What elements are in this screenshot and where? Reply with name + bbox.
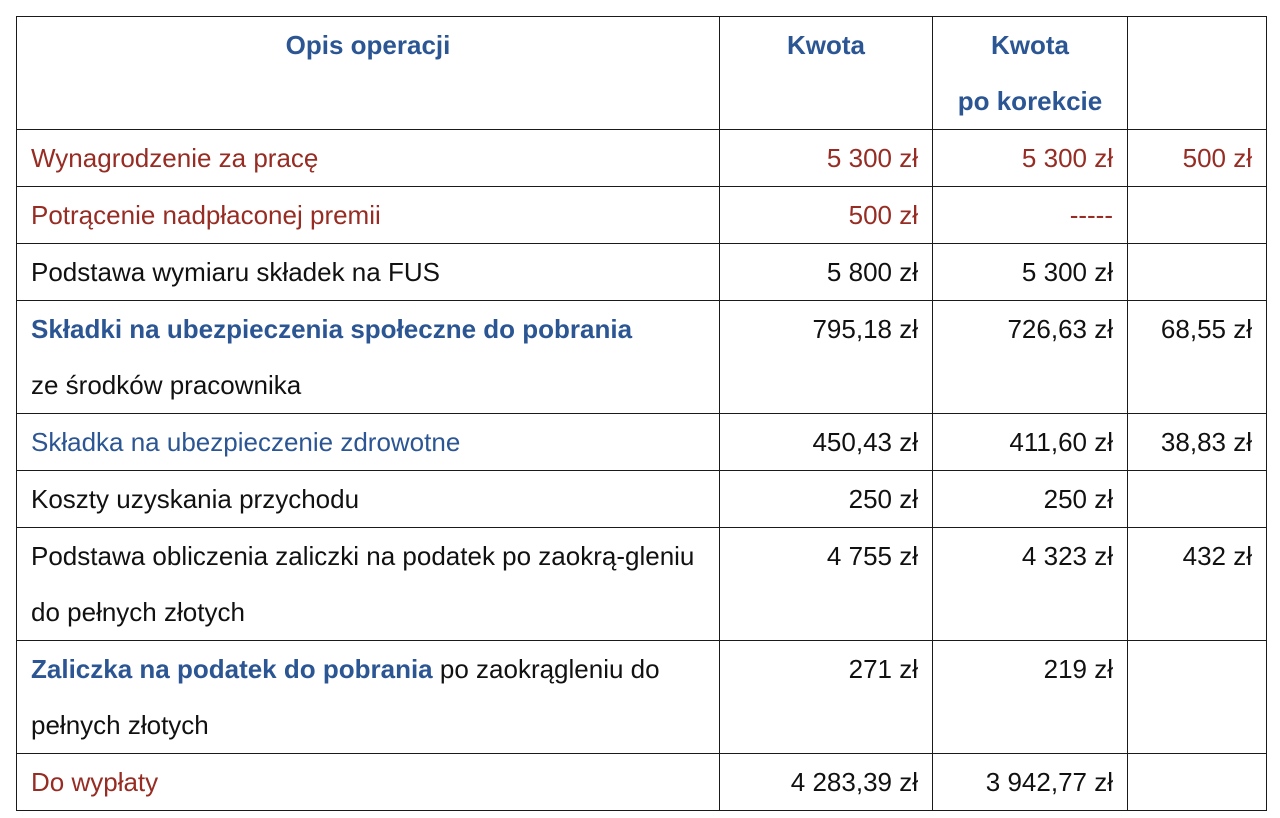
row-description-rest: po zaokrągleniu do pełnych złotych [31,654,660,740]
row-description: Podstawa wymiaru składek na FUS [17,244,720,301]
table-row [17,471,1267,528]
row-amount: 5 800 zł [720,244,933,301]
table-row [17,301,1267,414]
row-difference: 432 zł [1128,528,1267,641]
row-amount: 4 755 zł [720,528,933,641]
row-difference [1128,244,1267,301]
header-description: Opis operacji [17,17,720,130]
row-amount: 795,18 zł [720,301,933,414]
table-header-row [17,17,1267,130]
row-description-bold: Składki na ubezpieczenia społeczne do pobrania [31,314,633,344]
row-amount-corrected: 219 zł [933,641,1128,754]
header-amount: Kwota [720,17,933,130]
header-amount-corrected [933,17,1128,130]
row-description: Do wypłaty [17,754,720,811]
header-difference [1128,17,1267,130]
row-description: Składka na ubezpieczenie zdrowotne [17,414,720,471]
table-row [17,187,1267,244]
row-amount-corrected: 4 323 zł [933,528,1128,641]
table-row [17,130,1267,187]
table-row [17,244,1267,301]
row-amount-corrected: 411,60 zł [933,414,1128,471]
row-amount: 500 zł [720,187,933,244]
table-row [17,754,1267,811]
header-amount-corrected-line2: po korekcie [957,86,1103,116]
row-amount-corrected: 5 300 zł [933,244,1128,301]
table-row [17,528,1267,641]
row-amount: 450,43 zł [720,414,933,471]
row-difference [1128,471,1267,528]
row-difference [1128,187,1267,244]
row-description-bold: Zaliczka na podatek do pobrania [31,654,433,684]
table-row [17,641,1267,754]
row-description: Koszty uzyskania przychodu [17,471,720,528]
row-description-rest: ze środków pracownika [31,370,302,400]
row-amount: 4 283,39 zł [720,754,933,811]
row-amount-corrected: 3 942,77 zł [933,754,1128,811]
header-amount-corrected-line1: Kwota [991,30,1069,60]
row-description [17,641,720,754]
row-description: Wynagrodzenie za pracę [17,130,720,187]
row-difference [1128,641,1267,754]
row-amount-corrected: ----- [933,187,1128,244]
payroll-correction-table [16,16,1267,811]
row-amount: 5 300 zł [720,130,933,187]
row-amount-corrected: 5 300 zł [933,130,1128,187]
row-difference: 38,83 zł [1128,414,1267,471]
row-amount-corrected: 250 zł [933,471,1128,528]
row-amount-corrected: 726,63 zł [933,301,1128,414]
row-description [17,301,720,414]
row-description: Podstawa obliczenia zaliczki na podatek po zaokrą-gleniu do pełnych złotych [17,528,720,641]
row-difference: 68,55 zł [1128,301,1267,414]
row-amount: 250 zł [720,471,933,528]
table-row [17,414,1267,471]
row-difference [1128,754,1267,811]
row-amount: 271 zł [720,641,933,754]
row-description: Potrącenie nadpłaconej premii [17,187,720,244]
row-difference: 500 zł [1128,130,1267,187]
